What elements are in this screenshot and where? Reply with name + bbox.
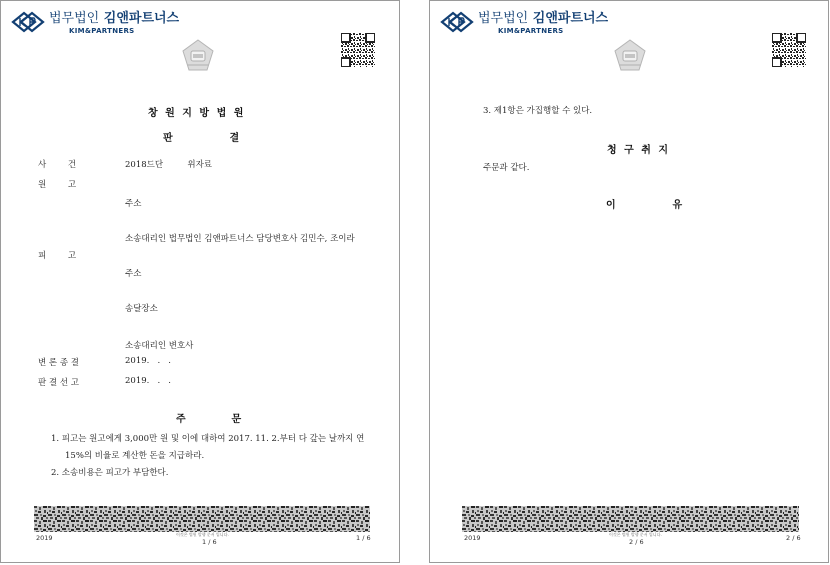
firm-logo (440, 11, 608, 36)
court-emblem-icon (613, 39, 647, 73)
case-value: 2018드단 위자료 (125, 160, 213, 170)
firm-logo (11, 11, 179, 36)
defendant-counsel: 소송대리인 변호사 (125, 341, 194, 351)
firm-subtitle: KIM&PARTNERS (69, 27, 135, 35)
hearing-close-label: 변 론 종 결 (38, 358, 79, 368)
footer-notice: 이것은 법원 발행 문서 입니다. (609, 532, 662, 537)
firm-logo-icon (440, 11, 474, 33)
plaintiff-counsel: 소송대리인 법무법인 김앤파트너스 담당변호사 김민수, 조이라 (125, 234, 355, 244)
verification-qr (341, 33, 375, 76)
verification-qr (772, 33, 806, 76)
defendant-service-place: 송달장소 (125, 304, 158, 314)
order-item-3: 3. 제1항은 가집행할 수 있다. (483, 106, 593, 116)
court-name: 창 원 지 방 법 원 (148, 108, 246, 119)
court-emblem-icon (181, 39, 215, 73)
hearing-close-date: 2019. . . (125, 356, 171, 366)
defendant-label: 피 고 (38, 251, 77, 261)
firm-name-prefix: 법무법인 (478, 11, 529, 26)
firm-subtitle: KIM&PARTNERS (498, 27, 564, 35)
footer-notice: 이것은 법원 발행 문서 입니다. (176, 532, 229, 537)
footer-page-number: 2 / 6 (786, 534, 801, 542)
verdict-date: 2019. . . (125, 376, 171, 386)
firm-name: 김앤파트너스 (103, 11, 180, 26)
order-item-2: 2. 소송비용은 피고가 부담한다. (51, 468, 169, 478)
document-title: 판 결 (163, 133, 242, 144)
claim-title: 청 구 취 지 (607, 145, 671, 156)
qr-code-icon (772, 33, 806, 67)
verdict-date-label: 판 결 선 고 (38, 378, 79, 388)
footer-page-center: 1 / 6 (202, 538, 217, 546)
document-page-1 (0, 0, 400, 563)
firm-name-prefix: 법무법인 (49, 11, 100, 26)
document-barcode (34, 506, 370, 532)
firm-logo-icon (11, 11, 45, 33)
order-title: 주 문 (176, 414, 244, 425)
footer-page-number: 1 / 6 (356, 534, 371, 542)
claim-text: 주문과 같다. (483, 163, 530, 173)
qr-code-icon (341, 33, 375, 67)
reason-title: 이 유 (606, 200, 685, 211)
document-page-2 (429, 0, 829, 563)
order-item-1: 1. 피고는 원고에게 3,000만 원 및 이에 대하여 2017. 11. 2.부터 다 갚는 날까지 연 (51, 434, 365, 444)
firm-name: 김앤파트너스 (532, 11, 609, 26)
document-barcode (462, 506, 799, 532)
defendant-address: 주소 (125, 269, 142, 279)
case-label: 사 건 (38, 160, 77, 170)
footer-year: 2019 (464, 534, 481, 542)
plaintiff-address: 주소 (125, 199, 142, 209)
footer-year: 2019 (36, 534, 53, 542)
plaintiff-label: 원 고 (38, 180, 77, 190)
order-item-1-cont: 15%의 비율로 계산한 돈을 지급하라. (65, 451, 205, 461)
footer-page-center: 2 / 6 (629, 538, 644, 546)
